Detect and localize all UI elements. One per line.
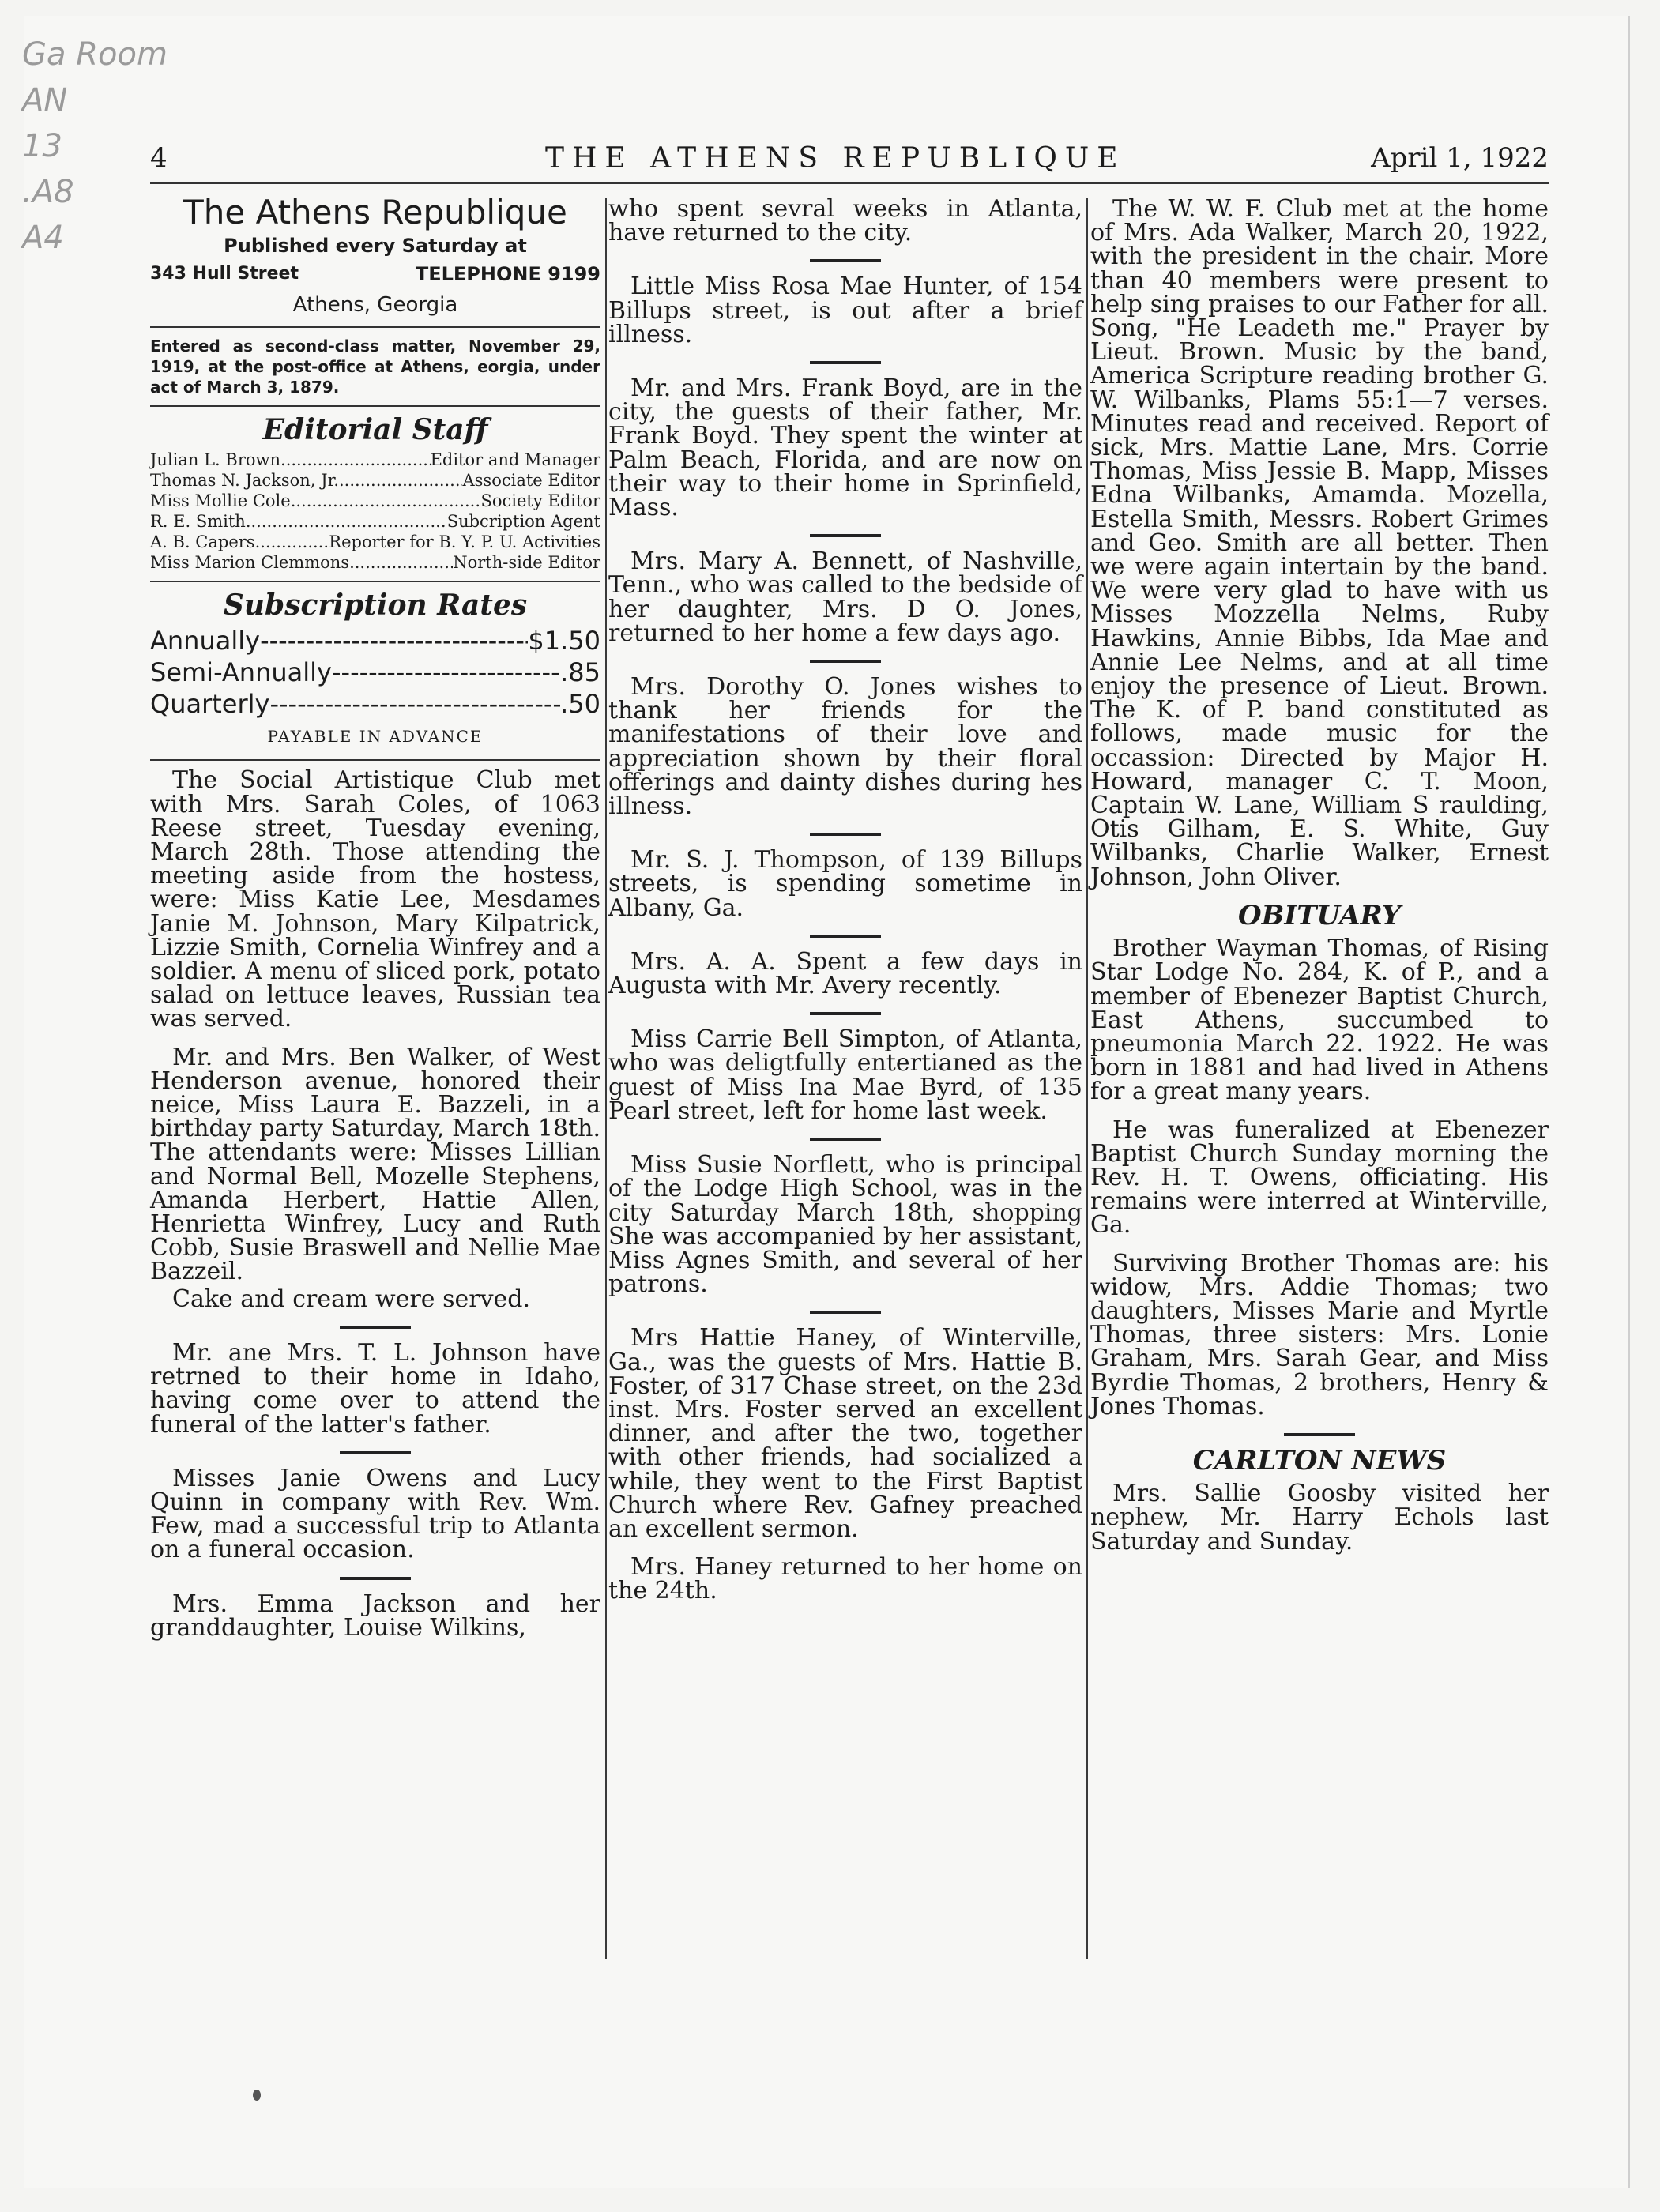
staff-role: Editor and Manager (430, 450, 600, 470)
address-row (150, 262, 600, 286)
note-line: Ga Room (22, 36, 168, 73)
note-line: .A8 (22, 174, 74, 210)
rate-price: .85 (560, 657, 600, 688)
item-separator (340, 1326, 411, 1329)
divider (150, 405, 600, 407)
news-item: Mr. ane Mrs. T. L. Johnson have retrned to their home in Idaho, having come over to attend the funeral of the latter's father. (150, 1338, 600, 1439)
city: Athens, Georgia (292, 292, 458, 317)
column-1 (150, 193, 600, 1654)
issue-date: April 1, 1922 (1371, 142, 1549, 174)
editorial-staff-list (150, 450, 600, 573)
news-item: Misses Janie Owens and Lucy Quinn in company with Rev. Wm. Few, mad a successful trip to Atlanta on a funeral occasion. (150, 1464, 600, 1564)
news-item: The W. W. F. Club met at the home of Mrs. Ada Walker, March 20, 1922, with the president in the chair. More than 40 members were present to help sing praises to our Father for all. Song, "He Leadeth me." Prayer by Lieut. Brown. Music by the band, America Scripture reading brother G. W. Wilbanks, Plams 55:1—7 verses. Minutes read and received. Report of sick, Mrs. Mattie Lane, Mrs. Corrie Thomas, Miss Jessie B. Mapp, Misses Edna Wilbanks, Amamda. Mozella, Estella Smith, Messrs. Robert Grimes and Geo. Smith are all better. Then we were again intertain by the band. We were very glad to have with us Misses Mozzella Nelms, Ruby Hawkins, Annie Bibbs, Ida Mae and Annie Lee Nelms, and at all time enjoy the presence of Lieut. Brown. The K. of P. band constituted as follows, made music for the occassion: Directed by Major H. Howard, manager C. T. Moon, Captain W. Lane, William S raulding, Otis Gilham, E. S. White, Guy Wilbanks, Charlie Walker, Ernest Johnson, John Oliver. (1090, 195, 1549, 891)
carlton-news-paragraph: Mrs. Sallie Goosby visited her nephew, Mr. Harry Echols last Saturday and Sunday. (1090, 1480, 1549, 1556)
news-item: Mr. S. J. Thompson, of 139 Billups streets, is spending sometime in Albany, Ga. (608, 846, 1082, 922)
rate-price: .50 (560, 689, 600, 720)
news-item: Miss Susie Norflett, who is principal of the Lodge High School, was in the city Saturday March 18th, shopping She was accompanied by her assistant, Miss Agnes Smith, and several of her patrons. (608, 1151, 1082, 1299)
item-separator (340, 1577, 411, 1580)
note-line: A4 (22, 220, 64, 256)
staff-role: North-side Editor (453, 553, 600, 573)
staff-role: Associate Editor (462, 471, 600, 491)
item-separator (810, 1311, 881, 1314)
editorial-staff-title: Editorial Staff (262, 412, 488, 446)
obituary-title: OBITUARY (1237, 899, 1402, 931)
staff-row (150, 511, 600, 532)
item-separator (810, 660, 881, 663)
news-item: Mrs. Mary A. Bennett, of Nashville, Tenn., who was called to the bedside of her daughter, Mrs. D O. Jones, returned to her home a few days ago. (608, 547, 1082, 647)
item-separator (1284, 1433, 1355, 1436)
item-separator (810, 534, 881, 537)
page-number: 4 (150, 142, 168, 174)
telephone: TELEPHONE 9199 (415, 263, 600, 286)
item-separator (810, 259, 881, 262)
staff-name: Julian L. Brown (150, 450, 281, 470)
news-item: The Social Artistique Club met with Mrs. Sarah Coles, of 1063 Reese street, Tuesday evening, March 28th. Those attending the meeting aside from the hostess, were: Miss Katie Lee, Mesdames Janie M. Johnson, Mary Kilpatrick, Lizzie Smith, Cornelia Winfrey and a soldier. A menu of sliced pork, potato salad on lettuce leaves, Russian tea was served. (150, 766, 600, 1033)
staff-role: Society Editor (480, 491, 600, 511)
obituary-paragraph: Brother Wayman Thomas, of Rising Star Lodge No. 284, K. of P., and a member of Ebenezer Baptist Church, East Athens, succumbed to pneumonia March 22. 1922. He was born in 1881 and had lived in Athens for a great many years. (1090, 935, 1549, 1106)
item-separator (810, 935, 881, 938)
staff-row (150, 491, 600, 511)
publication-title: The Athens Republique (183, 193, 567, 231)
item-separator (810, 1012, 881, 1015)
item-separator (810, 361, 881, 364)
ink-spot (253, 2090, 261, 2101)
rate-label: Quarterly (150, 689, 270, 720)
masthead (150, 142, 1549, 184)
news-item: Mrs. A. A. Spent a few days in Augusta with Mr. Avery recently. (608, 947, 1082, 1000)
carlton-news-title: CARLTON NEWS (1192, 1444, 1447, 1477)
news-item: Mr. and Mrs. Frank Boyd, are in the city, the guests of their father, Mr. Frank Boyd. They spent the winter at Palm Beach, Florida, and are now on their way to their home in Sprinfield, Mass. (608, 374, 1082, 522)
news-item: Little Miss Rosa Mae Hunter, of 154 Billups street, is out after a brief illness. (608, 273, 1082, 348)
rate-label: Annually (150, 626, 261, 656)
divider (150, 326, 600, 328)
staff-row (150, 552, 600, 573)
news-item: who spent sevral weeks in Atlanta, have returned to the city. (608, 195, 1082, 247)
item-separator (340, 1451, 411, 1454)
divider (150, 759, 600, 761)
news-item: Mrs. Emma Jackson and her granddaughter, Louise Wilkins, (150, 1589, 600, 1642)
staff-row (150, 470, 600, 491)
news-item: Cake and cream were served. (172, 1285, 531, 1313)
staff-name: Miss Marion Clemmons (150, 553, 350, 573)
news-item: Miss Carrie Bell Simpton, of Atlanta, who was deligtfully entertianed as the guest of Miss Ina Mae Byrd, of 135 Pearl street, left for home last week. (608, 1025, 1082, 1125)
obituary-paragraph: Surviving Brother Thomas are: his widow, Mrs. Addie Thomas; two daughters, Misses Marie and Myrtle Thomas, three sisters: Mrs. Lonie Graham, Mrs. Sarah Gear, and Miss Byrdie Thomas, 2 brothers, Henry & Jones Thomas. (1090, 1249, 1549, 1420)
postal-entry-notice: Entered as second-class matter, November 29, 1919, at the post-office at Athens, eorgia, under act of March 3, 1879. (150, 336, 600, 397)
note-line: 13 (22, 128, 62, 164)
paper-name: THE ATHENS REPUBLIQUE (545, 142, 1126, 175)
column-divider (605, 198, 607, 1959)
rate-label: Semi-Annually (150, 657, 332, 688)
staff-name: Thomas N. Jackson, Jr. (150, 471, 339, 491)
rate-row (150, 656, 600, 688)
divider (150, 581, 600, 582)
street-address: 343 Hull Street (150, 264, 299, 284)
rate-row (150, 625, 600, 656)
staff-role: Reporter for B. Y. P. U. Activities (329, 532, 600, 552)
payable-notice: PAYABLE IN ADVANCE (267, 727, 484, 747)
item-separator (810, 1138, 881, 1141)
news-item: Mrs. Dorothy O. Jones wishes to thank her friends for the manifestations of their love and appreciation shown by their floral offerings and dainty dishes during hes illness. (608, 673, 1082, 821)
news-item: Mrs Hattie Haney, of Winterville, Ga., was the guests of Mrs. Hattie B. Foster, of 317 Chase street, on the 23d inst. Mrs. Foster served an excellent dinner, and after the two, together with other friends, had socialized a while, they went to the First Baptist Church where Rev. Gafney preached an excellent sermon. (608, 1324, 1082, 1543)
column-3 (1090, 195, 1549, 1568)
publication-schedule: Published every Saturday at (224, 235, 527, 258)
news-item: Mrs. Haney returned to her home on the 24th. (608, 1553, 1082, 1605)
staff-role: Subcription Agent (446, 512, 600, 532)
staff-row (150, 532, 600, 552)
column-2 (608, 195, 1082, 1618)
staff-row (150, 450, 600, 470)
obituary-paragraph: He was funeralized at Ebenezer Baptist Church Sunday morning the Rev. H. T. Owens, officiating. His remains were interred at Winterville, Ga. (1090, 1115, 1549, 1240)
rate-price: $1.50 (528, 626, 600, 656)
staff-name: A. B. Capers (150, 532, 255, 552)
rate-row (150, 688, 600, 720)
item-separator (810, 833, 881, 836)
staff-name: R. E. Smith (150, 512, 246, 532)
note-line: AN (22, 82, 68, 118)
staff-name: Miss Mollie Cole (150, 491, 291, 511)
column-divider (1086, 198, 1088, 1959)
news-item: Mr. and Mrs. Ben Walker, of West Henderson avenue, honored their neice, Miss Laura E. Bazzeli, in a birthday party Saturday, March 18th. The attendants were: Misses Lillian and Normal Bell, Mozelle Stephens, Amanda Herbert, Hattie Allen, Henrietta Winfrey, Lucy and Ruth Cobb, Susie Braswell and Nellie Mae Bazzeil. (150, 1043, 600, 1286)
subscription-rates-title: Subscription Rates (223, 589, 528, 623)
